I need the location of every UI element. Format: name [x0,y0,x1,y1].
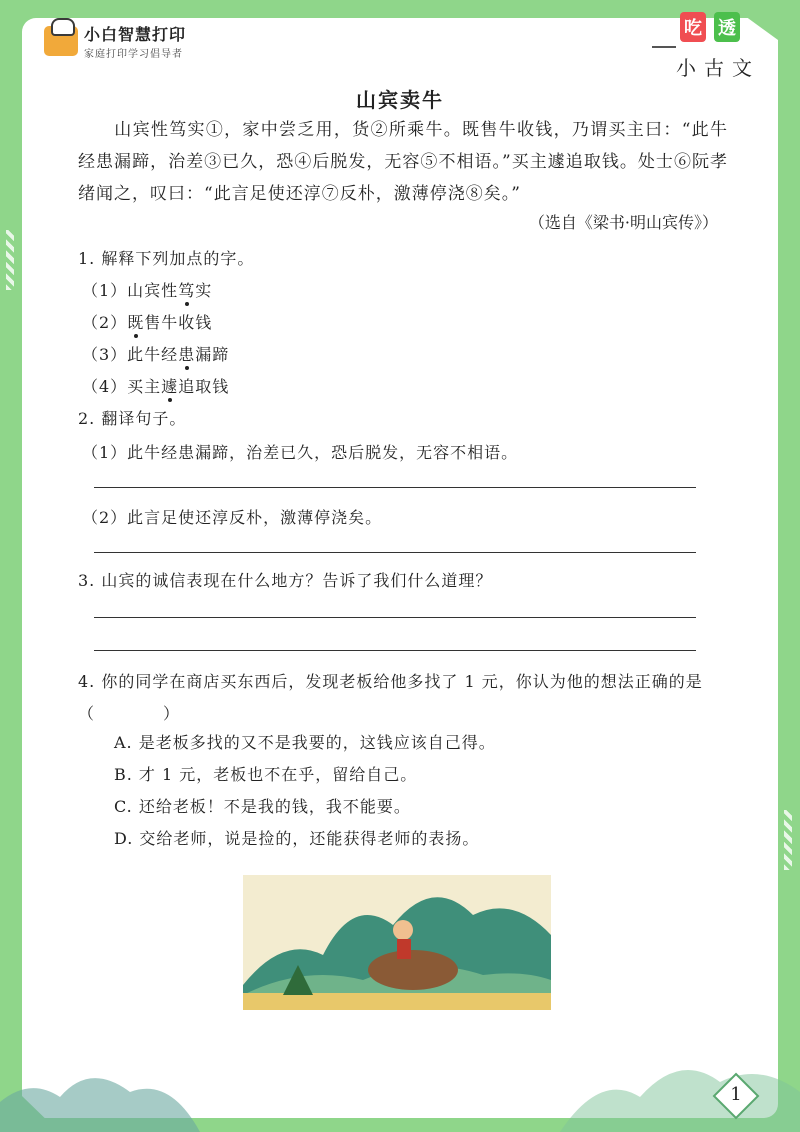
logo-text [84,22,186,60]
q2-sentence-1: （1）此牛经患漏蹄，治差已久，恐后脱发，无容不相语。 [82,443,519,462]
logo [44,22,186,60]
q1-item-pre: （2） [82,313,128,332]
passage-source: （选自《梁书·明山宾传》） [528,213,718,232]
q1-item [82,374,229,397]
logo-tagline: 家庭打印学习倡导者 [84,49,183,60]
q1-item [82,310,212,333]
q4-option-d: D. 交给老师，说是捡的，还能获得老师的表扬。 [114,829,480,848]
brand-chi: 吃 [680,12,706,42]
dotted-char: 遽 [161,374,178,397]
dotted-char: 笃 [178,278,195,301]
q1-prompt: 1. 解释下列加点的字。 [78,249,255,268]
answer-line[interactable] [94,487,696,488]
q1-item-post: 实 [195,281,213,300]
brand-decor-line [652,46,676,48]
page-number: 1 [730,1084,742,1105]
answer-line[interactable] [94,552,696,553]
illustration-boy-on-ox [243,875,551,1010]
q1-item [82,278,212,301]
q1-item-pre: （4）买主 [82,377,162,396]
q1-item-pre: （1）山宾性 [82,281,179,300]
q4-option-c: C. 还给老板！不是我的钱，我不能要。 [114,797,411,816]
q4-option-b: B. 才 1 元，老板也不在乎，留给自己。 [114,765,418,784]
passage-text: 山宾性笃实①，家中尝乏用，货②所乘牛。既售牛收钱，乃谓买主曰：“此牛经患漏蹄，治差③已久，恐④后脱发，无容⑤不相语。”买主遽追取钱。处士⑥阮孝绪闻之，叹曰：“此言足使还淳⑦反朴，激薄停浇⑧矣。” [78,120,728,204]
answer-line[interactable] [94,617,696,618]
frame-stripe-left [6,230,14,290]
q1-item-pre: （3）此牛经 [82,345,179,364]
dotted-char: 既 [127,310,144,333]
q1-item-post: 漏蹄 [195,345,230,364]
answer-line[interactable] [94,650,696,651]
q2-prompt: 2. 翻译句子。 [78,409,187,428]
frame-stripe-right [784,810,792,870]
q1-item-post: 追取钱 [178,377,230,396]
logo-name: 小白智慧打印 [84,25,187,44]
dotted-char: 患 [178,342,195,365]
q3-prompt: 3. 山宾的诚信表现在什么地方？告诉了我们什么道理？ [78,571,493,590]
brand-tou: 透 [714,12,740,42]
q2-sentence-2: （2）此言足使还淳反朴，激薄停浇矣。 [82,508,383,527]
page-title: 山宾卖牛 [356,88,444,112]
brand-subtitle: 小古文 [676,56,760,80]
q1-item [82,342,229,365]
brand-badge [652,12,762,82]
q4-prompt: 4. 你的同学在商店买东西后，发现老板给他多找了 1 元，你认为他的想法正确的是（ ） [78,672,703,723]
q1-item-post: 售牛收钱 [144,313,213,332]
passage [78,114,728,210]
q4-option-a: A. 是老板多找的又不是我要的，这钱应该自己得。 [114,733,496,752]
printer-logo-icon [44,26,78,56]
mountains-decoration [0,1022,800,1132]
